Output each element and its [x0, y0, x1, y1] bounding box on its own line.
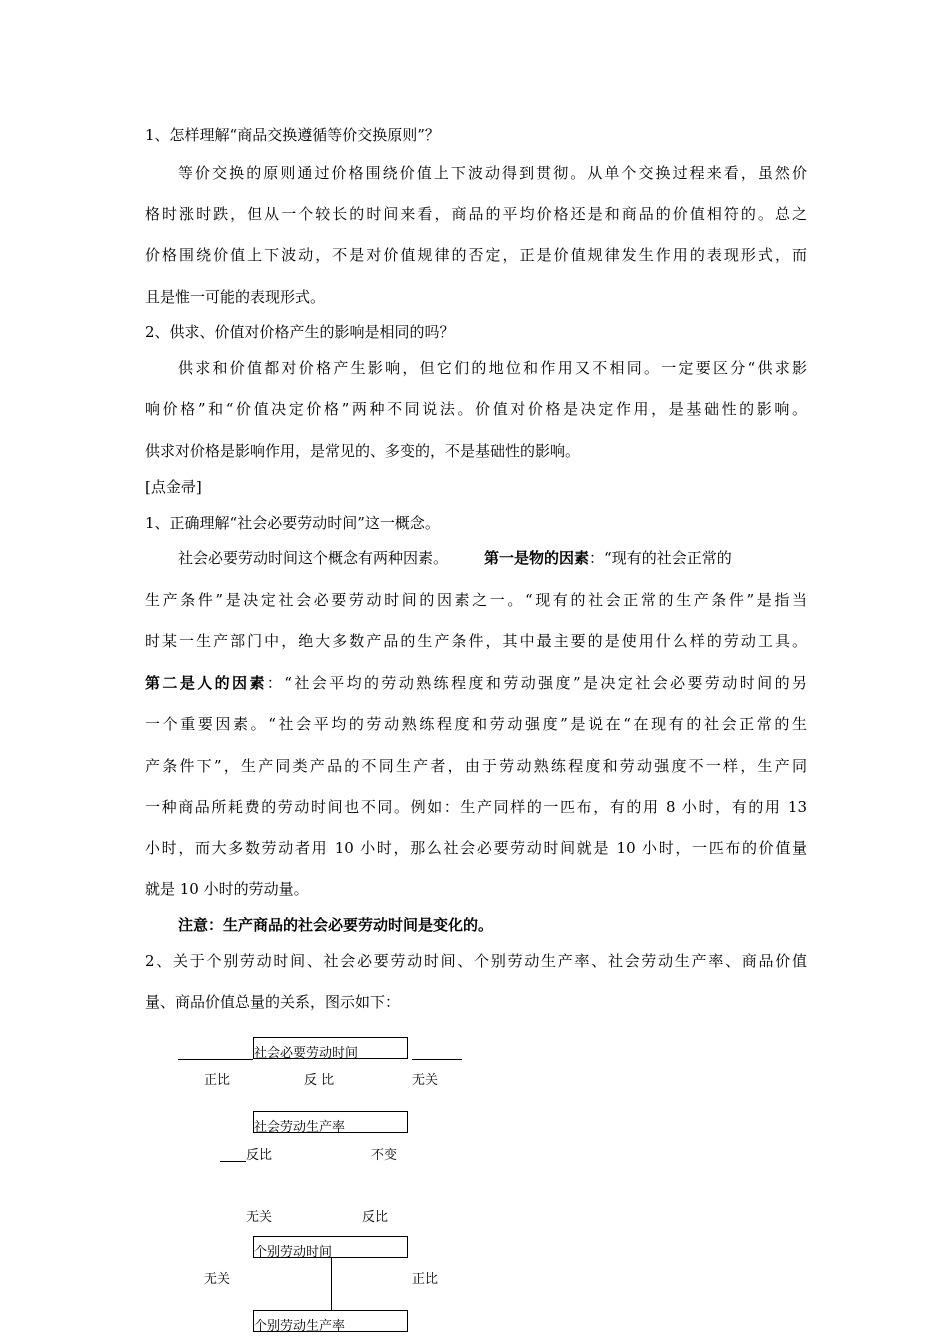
connector-line: [412, 1059, 462, 1060]
question-1-title: 1、怎样理解“商品交换遵循等价交换原则”？: [145, 126, 440, 144]
connector-line: [331, 1258, 332, 1310]
relation-label: 无关: [246, 1210, 273, 1225]
box-social-necessary-labor-time: [253, 1037, 408, 1059]
relation-label: 反 比: [304, 1073, 335, 1088]
answer-1-line: 价格围绕价值上下波动，不是对价值规律的否定，正是价值规律发生作用的表现形式，而: [145, 246, 807, 264]
answer-2-line: 响价格”和“价值决定价格”两种不同说法。价值对价格是决定作用，是基础性的影响。: [145, 400, 807, 418]
answer-2-line: 供求和价值都对价格产生影响，但它们的地位和作用又不相同。一定要区分“供求影: [178, 359, 807, 377]
point-1-line: 生产条件”是决定社会必要劳动时间的因素之一。“现有的社会正常的生产条件”是指当: [145, 591, 807, 609]
answer-1-line: 且是惟一可能的表现形式。: [145, 288, 326, 306]
point-1-line: 小时，而大多数劳动者用 10 小时，那么社会必要劳动时间就是 10 小时，一匹布的价值量: [145, 839, 807, 857]
connector-line: [178, 1059, 253, 1060]
point-2-line: 2、关于个别劳动时间、社会必要劳动时间、个别劳动生产率、社会劳动生产率、商品价值: [145, 952, 807, 970]
point-1-line: [178, 548, 807, 568]
point-1-title: 1、正确理解“社会必要劳动时间”这一概念。: [145, 514, 440, 532]
point-1-line: [145, 673, 807, 693]
box-label: 个别劳动时间: [254, 1245, 333, 1260]
relation-label: 反比: [362, 1210, 389, 1225]
point-1-line: 一种商品所耗费的劳动时间也不同。例如：生产同样的一匹布，有的用 8 小时，有的用 13: [145, 798, 807, 816]
box-individual-labor-time: [253, 1236, 408, 1258]
point-1-line: 产条件下”，生产同类产品的不同生产者，由于劳动熟练程度和劳动强度不一样，生产同: [145, 757, 807, 775]
note: 注意：生产商品的社会必要劳动时间是变化的。: [178, 916, 494, 934]
relation-label: 正比: [204, 1073, 231, 1088]
point-1-line: 时某一生产部门中，绝大多数产品的生产条件，其中最主要的是使用什么样的劳动工具。: [145, 632, 807, 650]
box-label: 社会劳动生产率: [254, 1120, 346, 1135]
point-1-line: 就是 10 小时的劳动量。: [145, 880, 309, 898]
relation-label: 不变: [371, 1148, 398, 1163]
relation-label: 正比: [412, 1272, 439, 1287]
answer-1-line: 格时涨时跌，但从一个较长的时间来看，商品的平均价格还是和商品的价值相符的。总之: [145, 205, 807, 223]
point-1-text: ：“现有的社会正常的: [589, 549, 732, 567]
answer-2-line: 供求对价格是影响作用，是常见的、多变的，不是基础性的影响。: [145, 442, 581, 460]
point-1-text: ：“社会平均的劳动熟练程度和劳动强度”是决定社会必要劳动时间的另: [266, 674, 807, 692]
section-heading: [点金帚]: [145, 478, 202, 496]
relation-label: 无关: [412, 1073, 439, 1088]
box-individual-labor-productivity: [253, 1310, 408, 1332]
box-label: 社会必要劳动时间: [254, 1046, 359, 1061]
box-social-labor-productivity: [253, 1111, 408, 1133]
point-1-line: 一个重要因素。“社会平均的劳动熟练程度和劳动强度”是说在“在现有的社会正常的生: [145, 715, 807, 733]
question-2-title: 2、供求、价值对价格产生的影响是相同的吗？: [145, 323, 455, 341]
relation-label: 反比: [246, 1148, 273, 1163]
relation-label: 无关: [204, 1272, 231, 1287]
human-factor-label: 第二是人的因素: [145, 674, 267, 692]
point-1-text: 社会必要劳动时间这个概念有两种因素。: [178, 549, 449, 567]
connector-line: [220, 1161, 246, 1162]
answer-1-line: 等价交换的原则通过价格围绕价值上下波动得到贯彻。从单个交换过程来看，虽然价: [178, 164, 807, 182]
point-2-line: 量、商品价值总量的关系，图示如下：: [145, 993, 401, 1011]
material-factor-label: 第一是物的因素: [484, 549, 590, 567]
box-label: 个别劳动生产率: [254, 1319, 346, 1334]
